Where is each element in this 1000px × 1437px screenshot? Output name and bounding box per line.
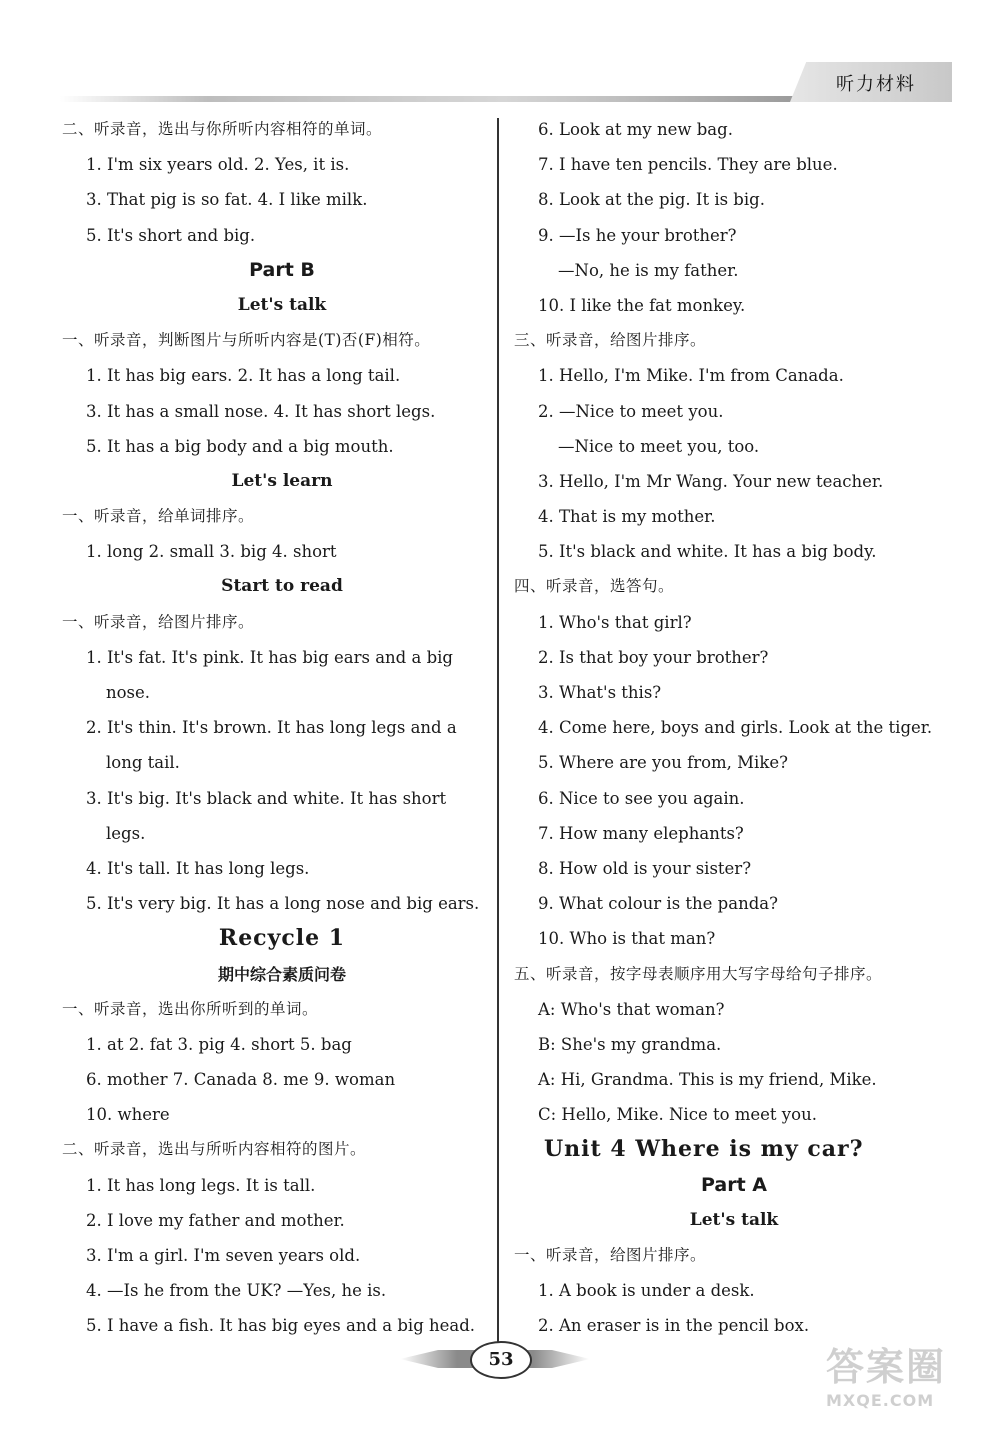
section-instruction: 三、听录音，给图片排序。 (514, 331, 707, 350)
section-instruction: 二、听录音，选出与所听内容相符的图片。 (62, 1140, 367, 1159)
section-instruction: 五、听录音，按字母表顺序用大写字母给句子排序。 (514, 964, 883, 983)
text-line-continued: legs. (106, 823, 146, 843)
part-heading: Part B (249, 258, 315, 281)
text-line: 1. Who's that girl? (538, 612, 692, 632)
text-line: 3. That pig is so fat. 4. I like milk. (86, 190, 368, 210)
text-line: 6. mother 7. Canada 8. me 9. woman (86, 1070, 396, 1090)
header-band (60, 96, 800, 102)
unit-heading: Unit 4 Where is my car? (544, 1136, 864, 1163)
text-line-continued: nose. (106, 683, 151, 702)
exam-heading: 期中综合素质问卷 (217, 964, 346, 984)
text-line: 3. What's this? (538, 683, 662, 702)
watermark-line2: MXQE.COM (826, 1391, 935, 1410)
text-line: 1. It has big ears. 2. It has a long tail. (86, 366, 401, 386)
text-line: 5. It's very big. It has a long nose and big ears. (86, 894, 480, 914)
text-line: 9. —Is he your brother? (538, 225, 737, 245)
text-line: A: Who's that woman? (538, 999, 725, 1019)
watermark-line1: 答案圈 (826, 1345, 947, 1389)
text-line: 3. I'm a girl. I'm seven years old. (86, 1246, 361, 1265)
left-column (62, 112, 502, 1344)
right-column (514, 112, 954, 1344)
text-line: 5. It has a big body and a big mouth. (86, 436, 394, 456)
section-instruction: 一、听录音，选出你所听到的单词。 (62, 999, 319, 1018)
text-line: 5. Where are you from, Mike? (538, 753, 788, 773)
text-line: 1. long 2. small 3. big 4. short (86, 542, 337, 562)
text-line: 1. It has long legs. It is tall. (86, 1175, 316, 1195)
subsection-heading: Start to read (221, 576, 343, 597)
text-line: 6. Look at my new bag. (538, 120, 733, 139)
subsection-heading: Let's learn (231, 470, 333, 491)
text-line: C: Hello, Mike. Nice to meet you. (538, 1105, 817, 1125)
text-line: 7. I have ten pencils. They are blue. (538, 155, 838, 175)
watermark-logo (826, 1336, 976, 1416)
part-heading: Part A (700, 1173, 767, 1196)
text-line: 4. Come here, boys and girls. Look at the tiger. (538, 718, 933, 738)
text-line: 4. That is my mother. (538, 507, 716, 527)
text-line: 1. Hello, I'm Mike. I'm from Canada. (538, 366, 844, 386)
text-line: 2. I love my father and mother. (86, 1210, 345, 1230)
text-line: 3. It has a small nose. 4. It has short legs. (86, 401, 436, 421)
text-line-continued: —No, he is my father. (558, 260, 739, 280)
text-line: 4. —Is he from the UK? —Yes, he is. (86, 1281, 387, 1301)
text-line-continued: long tail. (106, 753, 180, 773)
text-line: 5. It's black and white. It has a big body. (538, 542, 877, 562)
column-divider (497, 118, 499, 1346)
text-line: 3. Hello, I'm Mr Wang. Your new teacher. (538, 471, 884, 491)
subsection-heading: Let's talk (689, 1209, 779, 1230)
text-line: 1. It's fat. It's pink. It has big ears and a big (86, 647, 453, 667)
text-line: 9. What colour is the panda? (538, 894, 778, 914)
text-line: B: She's my grandma. (538, 1034, 722, 1054)
section-instruction: 一、听录音，给图片排序。 (62, 612, 255, 631)
text-line: 2. It's thin. It's brown. It has long legs and a (86, 718, 457, 738)
text-line: 5. I have a fish. It has big eyes and a big head. (86, 1316, 476, 1336)
text-line: 1. at 2. fat 3. pig 4. short 5. bag (86, 1034, 352, 1054)
text-line: 10. I like the fat monkey. (538, 295, 746, 315)
text-line: 5. It's short and big. (86, 225, 256, 245)
section-instruction: 二、听录音，选出与你所听内容相符的单词。 (62, 120, 383, 138)
text-line: 3. It's big. It's black and white. It has short (86, 788, 447, 808)
section-instruction: 四、听录音，选答句。 (514, 577, 675, 596)
text-line: A: Hi, Grandma. This is my friend, Mike. (538, 1070, 877, 1090)
text-line: 6. Nice to see you again. (538, 788, 745, 808)
text-line-continued: —Nice to meet you, too. (558, 436, 760, 456)
text-line: 4. It's tall. It has long legs. (86, 858, 310, 878)
section-instruction: 一、听录音，判断图片与所听内容是(T)否(F)相符。 (62, 331, 431, 350)
text-line: 7. How many elephants? (538, 823, 744, 843)
text-line: 1. I'm six years old. 2. Yes, it is. (86, 155, 350, 175)
text-line: 2. An eraser is in the pencil box. (538, 1316, 810, 1336)
recycle-heading: Recycle 1 (218, 925, 346, 952)
text-line: 10. Who is that man? (538, 929, 716, 949)
text-line: 8. How old is your sister? (538, 858, 752, 878)
page-number: 53 (470, 1341, 532, 1379)
page-header-title: 听力材料 (836, 74, 916, 95)
text-line: 2. Is that boy your brother? (538, 647, 769, 667)
text-line: 2. —Nice to meet you. (538, 401, 724, 421)
text-line: 1. A book is under a desk. (538, 1281, 755, 1301)
text-line: 8. Look at the pig. It is big. (538, 190, 765, 210)
section-instruction: 一、听录音，给单词排序。 (62, 507, 255, 526)
subsection-heading: Let's talk (237, 294, 327, 315)
section-instruction: 一、听录音，给图片排序。 (514, 1246, 707, 1264)
text-line: 10. where (86, 1105, 170, 1125)
